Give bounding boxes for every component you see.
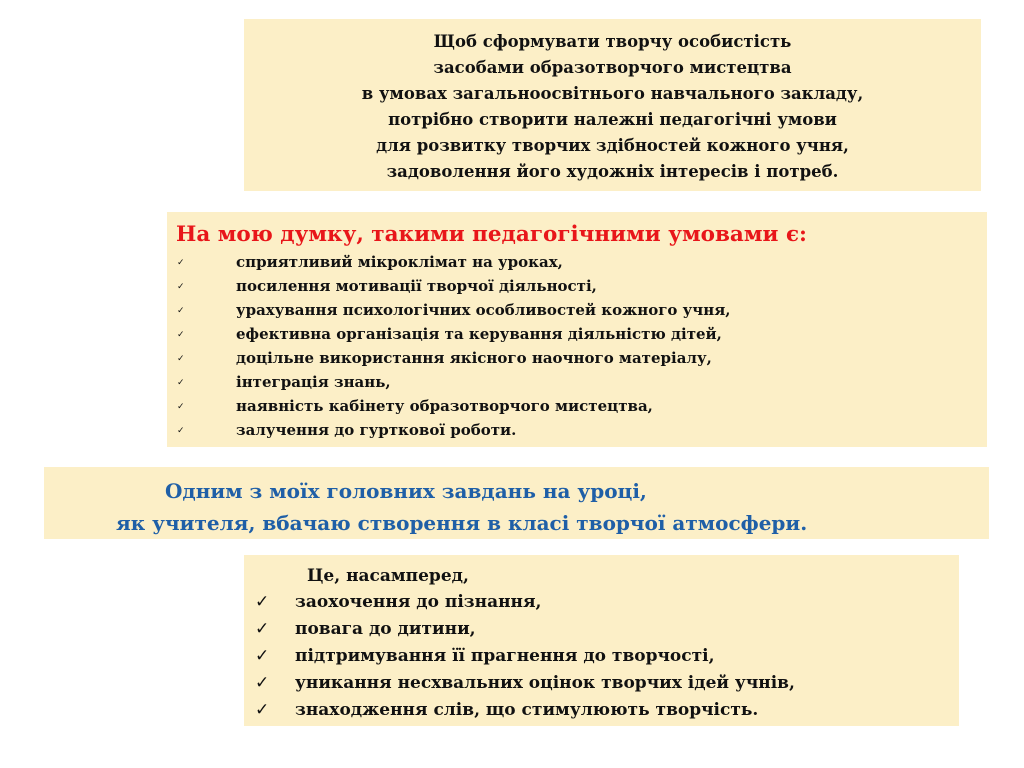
list-item-text: сприятливий мікроклімат на уроках, — [236, 253, 563, 271]
list-item-text: урахування психологічних особливостей кожного учня, — [236, 301, 731, 319]
list-item — [244, 670, 959, 697]
priorities-box — [244, 555, 959, 726]
check-icon: ✓ — [177, 402, 185, 412]
check-icon: ✓ — [177, 306, 185, 316]
conditions-heading: На мою думку, такими педагогічними умовами є: — [176, 222, 807, 247]
check-icon: ✓ — [177, 258, 185, 268]
check-icon: ✓ — [177, 354, 185, 364]
intro-line: задоволення його художніх інтересів і потреб. — [386, 162, 839, 181]
check-icon: ✓ — [255, 700, 270, 720]
task-line: як учителя, вбачаю створення в класі творчої атмосфери. — [116, 511, 808, 535]
list-item-text: інтеграція знань, — [236, 373, 391, 391]
task-line: Одним з моїх головних завдань на уроці, — [165, 479, 647, 503]
check-icon: ✓ — [177, 426, 185, 436]
list-item-text: підтримування її прагнення до творчості, — [295, 646, 715, 666]
list-item — [167, 298, 987, 322]
check-icon: ✓ — [177, 378, 185, 388]
check-icon: ✓ — [255, 646, 270, 666]
check-icon: ✓ — [177, 330, 185, 340]
list-item-text: наявність кабінету образотворчого мистецтва, — [236, 397, 653, 415]
check-icon: ✓ — [255, 592, 270, 612]
list-item-text: заохочення до пізнання, — [295, 592, 542, 612]
list-item — [167, 274, 987, 298]
list-item-text: доцільне використання якісного наочного матеріалу, — [236, 349, 712, 367]
list-item-text: повага до дитини, — [295, 619, 476, 639]
list-item-text: залучення до гурткової роботи. — [236, 421, 517, 439]
list-item — [244, 616, 959, 643]
list-item-text: ефективна організація та керування діяльністю дітей, — [236, 325, 722, 343]
list-item-text: знаходження слів, що стимулюють творчість. — [295, 700, 759, 720]
check-icon: ✓ — [177, 282, 185, 292]
list-item — [167, 346, 987, 370]
list-item-text: уникання несхвальних оцінок творчих ідей учнів, — [295, 673, 795, 693]
list-item — [244, 697, 959, 724]
list-item-text: посилення мотивації творчої діяльності, — [236, 277, 597, 295]
conditions-box — [167, 212, 987, 447]
intro-line: для розвитку творчих здібностей кожного учня, — [376, 136, 849, 155]
list-item — [167, 394, 987, 418]
intro-line: в умовах загальноосвітнього навчального закладу, — [361, 84, 864, 103]
list-item — [167, 322, 987, 346]
list-item — [167, 370, 987, 394]
list-item — [167, 250, 987, 274]
priorities-intro: Це, насамперед, — [307, 566, 469, 586]
list-item — [244, 643, 959, 670]
check-icon: ✓ — [255, 619, 270, 639]
intro-line: потрібно створити належні педагогічні умови — [388, 110, 837, 129]
check-icon: ✓ — [255, 673, 270, 693]
intro-box — [244, 19, 981, 191]
task-box — [44, 467, 989, 539]
intro-line: Щоб сформувати творчу особистість — [433, 32, 792, 51]
list-item — [167, 418, 987, 442]
intro-line: засобами образотворчого мистецтва — [433, 58, 792, 77]
list-item — [244, 589, 959, 616]
